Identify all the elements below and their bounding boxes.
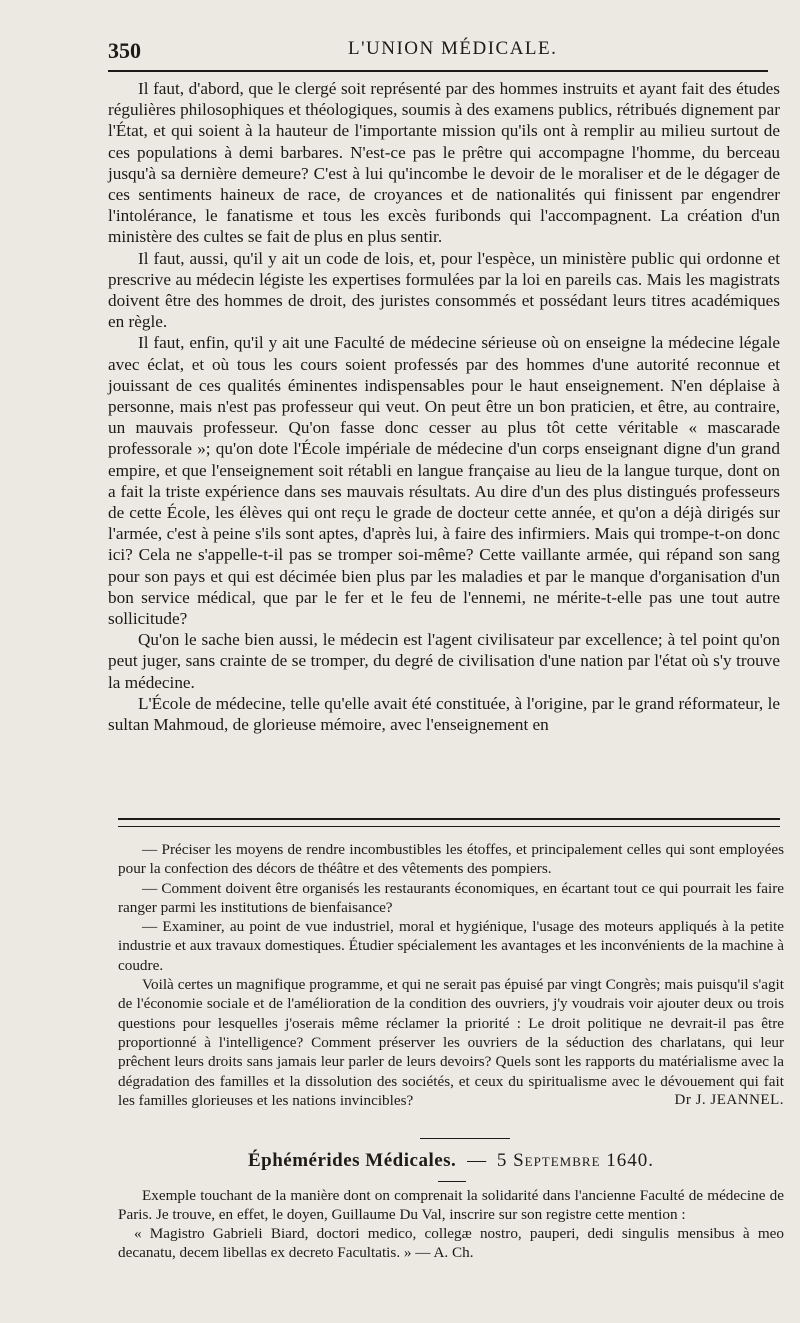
note-paragraph: — Examiner, au point de vue industriel, moral et hygiénique, l'usage des moteurs appliqués à la petite industrie et aux travaux domestiques. Étudier spécialement les avantages et les inconvénients de la machine à coudre. [118,918,784,974]
section-divider [118,818,780,827]
page-number: 350 [108,38,141,63]
body-paragraph: Il faut, enfin, qu'il y ait une Faculté de médecine sérieuse où on enseigne la médecine légale avec éclat, et où tous les cours soient professés par des hommes d'une autorité reconnue et jouissant de ces qualités éminentes indispensables pour le haut enseignement. N'en déplaise à personne, mais n'est pas professeur qui veut. On peut être un bon praticien, et être, au contraire, un mauvais professeur. Qu'on fasse donc cesser au plus tôt cette véritable « mascarade professorale »; qu'on dote l'École impériale de médecine d'un corps enseignant digne d'un grand empire, et que l'enseignement soit rétabli en langue française au lieu de la langue turque, dont on a fait la triste expérience dans ses mauvais résultats. Au dire d'un des plus distingués professeurs de cette École, les élèves qui ont reçu le grade de docteur cette année, et qu'on a déjà dirigés sur l'armée, c'est à peine s'ils sont aptes, d'après lui, à faire des infirmiers. Mais qui trompe-t-on donc ici? Cela ne s'appelle-t-il pas se tromper soi-même? Cette vaillante armée, qui répand son sang pour son pays et qui est décimée bien plus par les maladies et par le manque d'organisation d'un bon service médical, que par le fer et le feu de l'ennemi, ne mérite-t-elle pas une tout autre sollicitude? [108,333,780,629]
short-divider [420,1138,510,1139]
running-head: L'UNION MÉDICALE. [348,38,558,59]
body-paragraph: Il faut, aussi, qu'il y ait un code de lois, et, pour l'espèce, un ministère public qui ordonne et prescrive au médecin légiste les expertises formulées par la loi en pareils cas. Mais les magistrats doivent être des hommes de droit, des juristes consommés et possédant leurs titres académiques en règle. [108,248,780,332]
heading-underline [438,1181,466,1182]
main-article-text [108,78,780,735]
note-paragraph-text: Voilà certes un magnifique programme, et qui ne serait pas épuisé par vingt Congrès; mais puisqu'il s'agit de l'économie sociale et de l'amélioration de la condition des ouvriers, j'y voudrais voir ajouter deux ou trois questions pour lesquelles j'oserais même réclamer la priorité : Le droit politique ne devrait-il pas être proportionné à l'intelligence? Comment préserver les ouvriers de la séduction des charlatans, qui leur prêchent leurs droits sans jamais leur parler de leurs devoirs? Quels sont les rapports du matérialisme avec la dégradation des familles et la dissolution des sociétés, et ceux du spiritualisme avec le dévouement qui fait les familles glorieuses et les nations invincibles? [118,976,784,1109]
note-paragraph: — Comment doivent être organisés les restaurants économiques, en écartant tout ce qui pourrait les faire ranger parmi les institutions de bienfaisance? [118,879,784,916]
feuilleton-notes [118,840,784,1110]
header-rule [108,70,768,72]
heading-dash: — [467,1150,487,1171]
ephemerides-body [118,1186,784,1262]
ephemerides-paragraph: Exemple touchant de la manière dont on comprenait la solidarité dans l'ancienne Faculté de médecine de Paris. Je trouve, en effet, le doyen, Guillaume Du Val, inscrire sur son registre cette mention : [118,1187,784,1223]
ephemerides-label: Éphémérides Médicales. [247,1150,457,1171]
page-header [108,30,770,64]
ephemerides-heading [118,1150,784,1172]
note-paragraph: — Préciser les moyens de rendre incombustibles les étoffes, et principalement celles qui sont employées pour la confection des décors de théâtre et des vêtements des pompiers. [118,841,784,878]
latin-quote: « Magistro Gabrieli Biard, doctori medico, collegæ nostro, pauperi, dedi singulis mensibus à meo decanatu, decem libellas ex decreto Facultatis. » — A. Ch. [118,1225,784,1261]
body-paragraph: Qu'on le sache bien aussi, le médecin est l'agent civilisateur par excellence; à tel point qu'on peut juger, sans crainte de se tromper, du degré de civilisation d'une nation par l'état où s'y trouve la médecine. [108,630,780,692]
ephemerides-date: 5 Septembre 1640. [496,1150,655,1171]
body-paragraph: L'École de médecine, telle qu'elle avait été constituée, à l'origine, par le grand réformateur, le sultan Mahmoud, de glorieuse mémoire, avec l'enseignement en [108,693,780,735]
author-signature: Dr J. JEANNEL. [674,1091,784,1108]
note-paragraph-signed [118,975,784,1110]
body-paragraph: Il faut, d'abord, que le clergé soit représenté par des hommes instruits et ayant fait des études régulières philosophiques et théologiques, soumis à des examens publics, rétribués dignement par l'État, et qui soient à la hauteur de l'importante mission qu'ils ont à remplir au milieu surtout de ces populations à demi barbares. N'est-ce pas le prêtre qui accompagne l'homme, du berceau jusqu'à sa dernière demeure? C'est à lui qu'incombe le devoir de le moraliser et de le dégager de ces sentiments haineux de race, de croyances et de nationalités qui finissent par engendrer l'intolérance, le fanatisme et tous les excès furibonds qui l'accompagnent. La création d'un ministère des cultes se fait de plus en plus sentir. [108,79,780,247]
